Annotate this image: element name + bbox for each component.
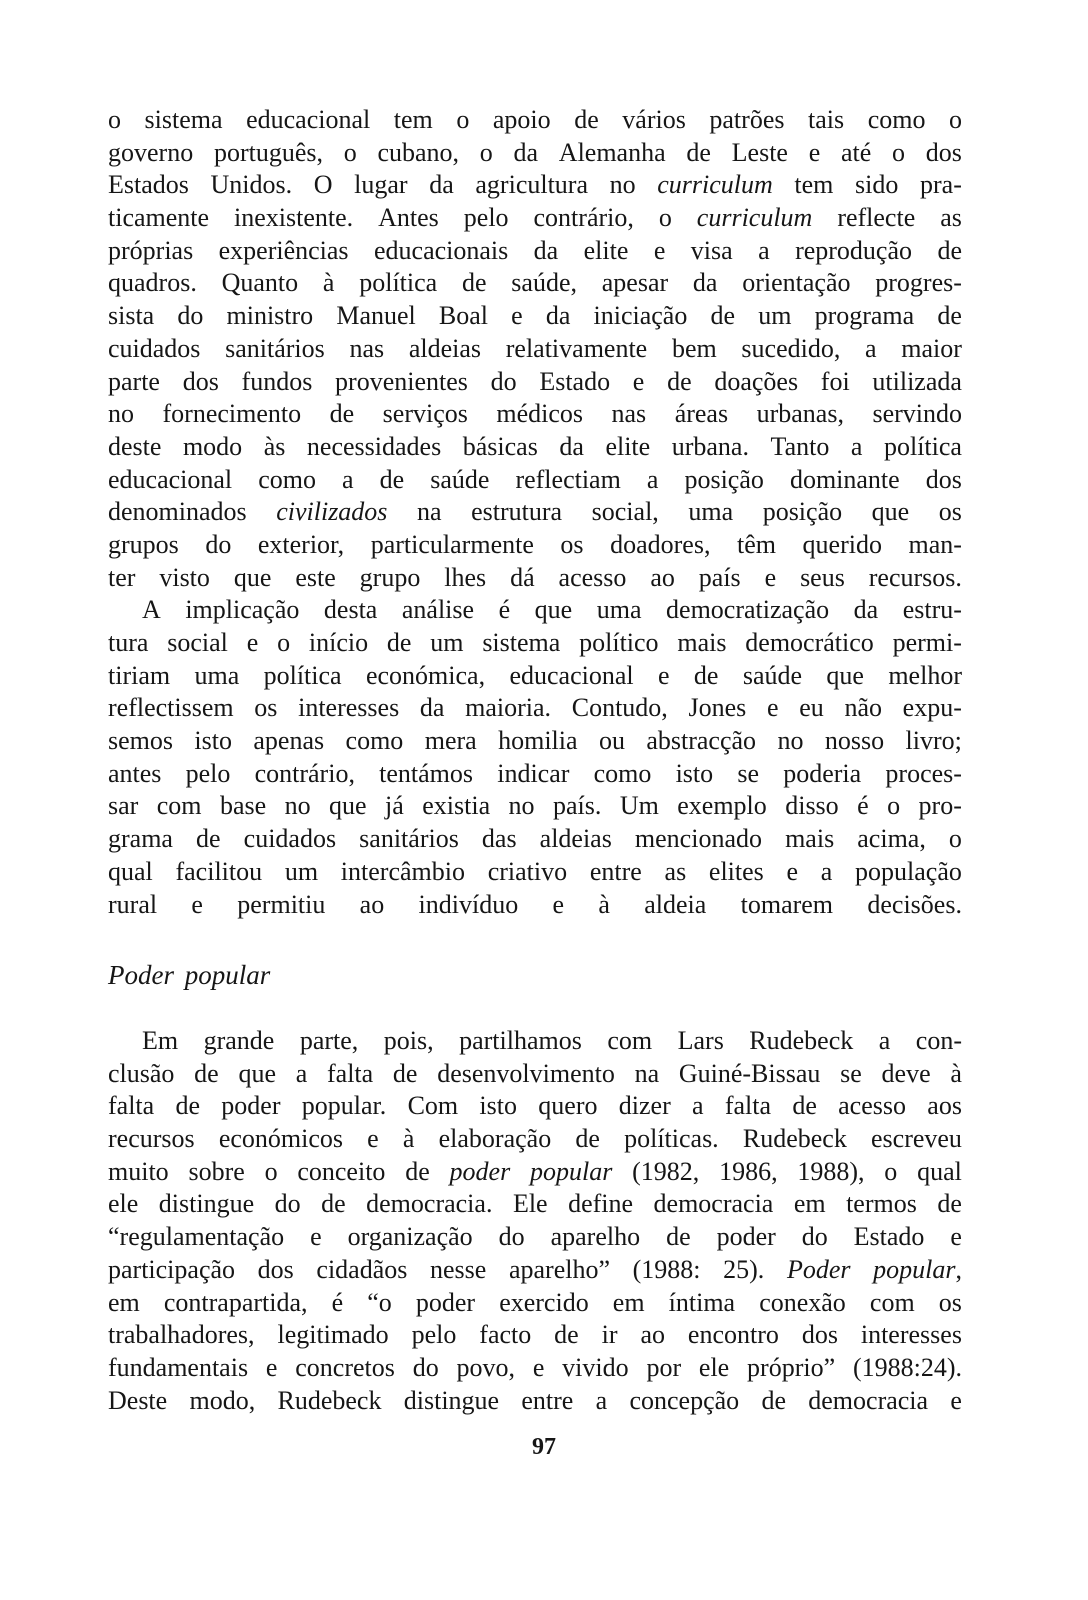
body-text-block-1 [108,104,962,921]
text-line: fundamentais e concretos do povo, e vivido por ele próprio” (1988:24). [108,1352,962,1382]
text-line: ticamente inexistente. Antes pelo contrário, o curriculum reflecte as [108,203,962,233]
text-line: trabalhadores, legitimado pelo facto de ir ao encontro dos interesses [108,1320,962,1350]
body-text-block-2 [108,1025,962,1417]
text-line: parte dos fundos provenientes do Estado e de doações foi utilizada [108,366,962,396]
text-line: Em grande parte, pois, partilhamos com Lars Rudebeck a con- [142,1026,962,1055]
text-line: deste modo às necessidades básicas da elite urbana. Tanto a política [108,431,962,461]
text-line: muito sobre o conceito de poder popular (1982, 1986, 1988), o qual [108,1156,962,1186]
text-line: grama de cuidados sanitários das aldeias mencionado mais acima, o [108,824,962,854]
text-line: ele distingue do de democracia. Ele define democracia em termos de [108,1189,962,1219]
text-line: educacional como a de saúde reflectiam a posição dominante dos [108,464,962,494]
section-heading: Poder popular [108,960,271,990]
text-line: em contrapartida, é “o poder exercido em íntima conexão com os [108,1287,962,1317]
text-line: participação dos cidadãos nesse aparelho” (1988: 25). Poder popular, [108,1254,962,1284]
text-line: sar com base no que já existia no país. Um exemplo disso é o pro- [108,791,962,821]
text-line: ter visto que este grupo lhes dá acesso ao país e seus recursos. [108,562,962,592]
text-line: denominados civilizados na estrutura social, uma posição que os [108,497,962,527]
text-line: Deste modo, Rudebeck distingue entre a concepção de democracia e [108,1385,962,1415]
text-line: clusão de que a falta de desenvolvimento na Guiné-Bissau se deve à [108,1058,962,1088]
text-line: sista do ministro Manuel Boal e da iniciação de um programa de [108,301,962,331]
page-number: 97 [532,1434,556,1460]
text-line: qual facilitou um intercâmbio criativo entre as elites e a população [108,856,962,886]
text-line: Estados Unidos. O lugar da agricultura no curriculum tem sido pra- [108,170,962,200]
text-line: semos isto apenas como mera homilia ou abstracção no nosso livro; [108,726,962,756]
text-line: cuidados sanitários nas aldeias relativamente bem sucedido, a maior [108,333,962,363]
text-line: rural e permitiu ao indivíduo e à aldeia tomarem decisões. [108,889,962,919]
text-line: governo português, o cubano, o da Alemanha de Leste e até o dos [108,137,962,167]
text-line: antes pelo contrário, tentámos indicar como isto se poderia proces- [108,758,962,788]
text-line: tiriam uma política económica, educacional e de saúde que melhor [108,660,962,690]
text-line: reflectissem os interesses da maioria. Contudo, Jones e eu não expu- [108,693,962,723]
text-line: recursos económicos e à elaboração de políticas. Rudebeck escreveu [108,1124,962,1154]
text-line: próprias experiências educacionais da elite e visa a reprodução de [108,235,962,265]
text-line: A implicação desta análise é que uma democratização da estru- [142,595,962,625]
text-line: tura social e o início de um sistema político mais democrático permi- [108,628,962,657]
text-line: o sistema educacional tem o apoio de vários patrões tais como o [108,105,962,134]
text-line: falta de poder popular. Com isto quero dizer a falta de acesso aos [108,1091,962,1121]
text-line: “regulamentação e organização do aparelho de poder do Estado e [108,1222,962,1252]
text-line: grupos do exterior, particularmente os doadores, têm querido man- [108,529,962,559]
text-line: no fornecimento de serviços médicos nas áreas urbanas, servindo [108,399,962,429]
text-line: quadros. Quanto à política de saúde, apesar da orientação progres- [108,268,962,298]
